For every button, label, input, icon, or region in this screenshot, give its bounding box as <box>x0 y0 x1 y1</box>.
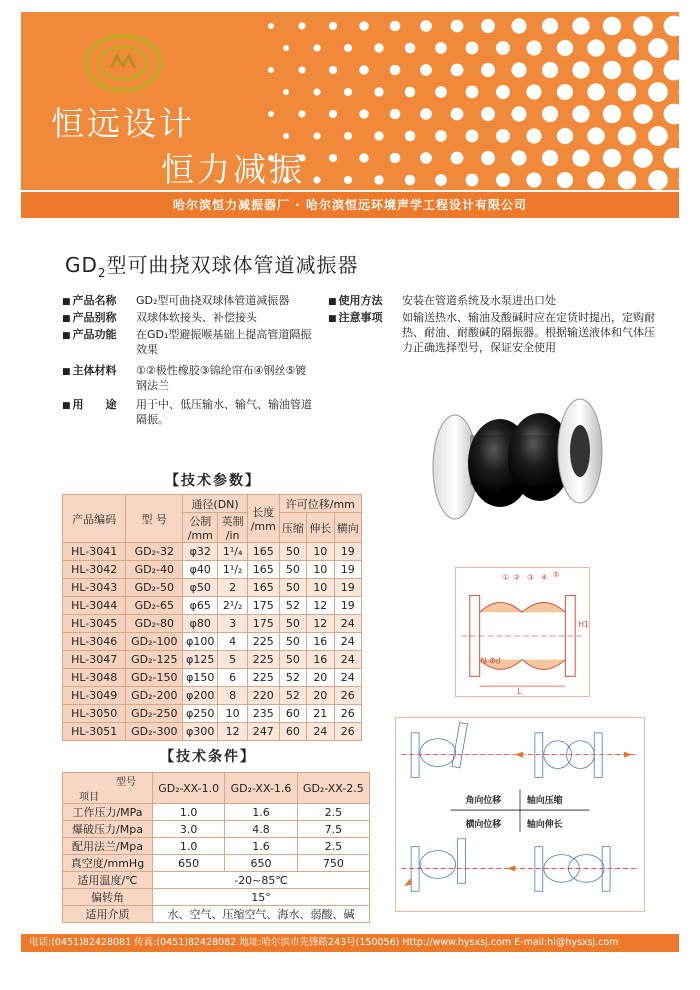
cell-l: 19 <box>334 597 361 615</box>
cell-c: 52 <box>279 669 306 687</box>
company-bar: 哈尔滨恒力减振器厂 · 哈尔滨恒远环境声学工程设计有限公司 <box>21 192 679 218</box>
dot <box>451 64 464 77</box>
dot <box>526 84 541 99</box>
cell-e: 20 <box>307 669 334 687</box>
cell-e: 16 <box>307 651 334 669</box>
dot <box>481 63 495 77</box>
dot <box>329 110 337 118</box>
table-row: 工作压力/MPa 1.0 1.6 2.5 <box>63 804 370 821</box>
col-lateral: 横向 <box>334 513 361 543</box>
dot <box>496 85 510 99</box>
dot <box>283 133 289 139</box>
dot <box>420 152 432 164</box>
cell-len: 220 <box>247 687 279 705</box>
dot <box>329 154 337 162</box>
dot <box>268 23 274 29</box>
dot <box>268 67 274 73</box>
dot <box>344 176 352 184</box>
dot <box>298 110 305 117</box>
spec-function: ■ 产品功能 在GD₁型避振喉基础上提高管道隔振效果 <box>62 327 322 357</box>
dot <box>496 173 510 187</box>
dot <box>344 44 352 52</box>
dim-l: L <box>517 687 522 697</box>
dot <box>511 150 526 165</box>
dot <box>359 21 368 30</box>
dot <box>664 104 679 125</box>
cell-c: 52 <box>279 687 306 705</box>
cond-col-1: GD₂-XX-1.0 <box>153 773 225 804</box>
col-length: 长度 /mm <box>247 495 279 543</box>
cell-inch: 2¹/₂ <box>218 597 248 615</box>
cell-mm: φ50 <box>183 579 218 597</box>
spec-usage: ■ 用 途 用于中、低压输水、输气、输油管道隔振。 <box>62 397 322 427</box>
dot <box>481 19 495 33</box>
dot <box>451 152 464 165</box>
cell-l: 26 <box>334 705 361 723</box>
dot <box>390 65 401 76</box>
cell-c: 50 <box>279 543 306 561</box>
cell-mm: φ125 <box>183 651 218 669</box>
table-row: 配用法兰/Mpa 1.0 1.6 2.5 <box>63 838 370 855</box>
tech-conditions-table <box>62 772 370 923</box>
cell-code: HL-3043 <box>63 579 126 597</box>
dot <box>526 172 541 187</box>
cell-model: GD₂-100 <box>126 633 183 651</box>
col-dn-mm: 公制 /mm <box>183 513 218 543</box>
dot <box>648 38 668 58</box>
dot <box>557 128 573 144</box>
cell-e: 10 <box>307 561 334 579</box>
dot <box>374 175 383 184</box>
dot <box>618 39 637 58</box>
label-lateral-disp: 横向位移 <box>465 819 502 830</box>
col-extend: 伸长 <box>307 513 334 543</box>
cell-c: 60 <box>279 705 306 723</box>
company-logo <box>83 32 163 94</box>
cell-c: 50 <box>279 615 306 633</box>
spec-method: ■ 使用方法 安装在管道系统及水泵进出口处 <box>328 293 668 310</box>
dot <box>587 127 604 144</box>
cell-model: GD₂-250 <box>126 705 183 723</box>
col-compress: 压缩 <box>279 513 306 543</box>
dot <box>405 43 416 54</box>
dot <box>633 148 653 168</box>
dot <box>572 149 589 166</box>
cell-inch: 6 <box>218 669 248 687</box>
table-row <box>63 633 362 651</box>
cell-inch: 8 <box>218 687 248 705</box>
cell-e: 21 <box>307 705 334 723</box>
cell-len: 225 <box>247 633 279 651</box>
product-photo <box>410 395 620 525</box>
dot <box>451 108 464 121</box>
product-title: $GD_2$型可曲挠双球体管道减振器 <box>65 253 359 280</box>
table-row <box>63 615 362 633</box>
dot <box>496 129 510 143</box>
cell-inch: 3 <box>218 615 248 633</box>
col-dn-in: 英制 /in <box>218 513 248 543</box>
table-row: 偏转角 15° <box>63 889 370 906</box>
cell-mm: φ150 <box>183 669 218 687</box>
dot <box>313 44 320 51</box>
dot <box>374 131 383 140</box>
cell-len: 165 <box>247 579 279 597</box>
dot <box>435 130 447 142</box>
cell-mm: φ65 <box>183 597 218 615</box>
dot <box>572 61 589 78</box>
cell-e: 12 <box>307 615 334 633</box>
part-label-1: ① <box>502 572 510 582</box>
dot <box>313 88 320 95</box>
cell-code: HL-3042 <box>63 561 126 579</box>
cell-mm: φ300 <box>183 723 218 741</box>
part-label-5: ⑤ <box>552 569 560 579</box>
cell-model: GD₂-32 <box>126 543 183 561</box>
dot <box>557 172 573 188</box>
dot <box>481 151 495 165</box>
cell-code: HL-3050 <box>63 705 126 723</box>
dot <box>587 171 604 188</box>
dot <box>359 153 368 162</box>
dot <box>618 127 637 146</box>
part-label-4: ④ <box>540 572 548 582</box>
label-angle-disp: 角向位移 <box>465 796 502 807</box>
dot <box>435 42 447 54</box>
cell-l: 26 <box>334 723 361 741</box>
table-row <box>63 723 362 741</box>
cell-e: 12 <box>307 597 334 615</box>
dot <box>420 20 432 32</box>
dot <box>268 111 274 117</box>
cell-inch: 4 <box>218 633 248 651</box>
cell-code: HL-3051 <box>63 723 126 741</box>
cell-code: HL-3046 <box>63 633 126 651</box>
dot <box>603 17 622 36</box>
table-row <box>63 543 362 561</box>
dot <box>587 39 604 56</box>
cell-len: 247 <box>247 723 279 741</box>
dot <box>329 66 337 74</box>
dot <box>526 128 541 143</box>
dot <box>603 105 622 124</box>
cell-len: 175 <box>247 597 279 615</box>
cell-code: HL-3049 <box>63 687 126 705</box>
dot <box>664 148 679 169</box>
dot <box>572 105 589 122</box>
spec-material: ■ 主体材料 ①②极性橡胶③锦纶帘布④钢丝⑤镀钢法兰 <box>62 363 322 393</box>
cell-c: 50 <box>279 561 306 579</box>
table-row: 适用介质 水、空气、压缩空气、海水、弱酸、碱 <box>63 906 370 923</box>
dot <box>344 132 352 140</box>
dot <box>618 171 637 190</box>
dot <box>359 109 368 118</box>
cell-c: 60 <box>279 723 306 741</box>
cell-c: 50 <box>279 579 306 597</box>
table-row <box>63 597 362 615</box>
tech-params-heading: 【技术参数】 <box>165 473 261 489</box>
cell-model: GD₂-300 <box>126 723 183 741</box>
cell-l: 19 <box>334 561 361 579</box>
footer-contact: 电话:(0451)82428081 传真:(0451)82428082 地址:哈尔滨市先锋路243号(150056) Http://www.hysxsj.com E-mail:hl@hysxsj.com <box>21 934 679 952</box>
dot <box>451 20 464 33</box>
table-row <box>63 579 362 597</box>
cell-inch: 1¹/₂ <box>218 561 248 579</box>
col-disp: 许可位移/mm <box>279 495 361 513</box>
cell-c: 50 <box>279 651 306 669</box>
dot <box>664 16 679 37</box>
dot <box>435 86 447 98</box>
spec-notice: ■ 注意事项 如输送热水、输油及酸碱时应在定货时提出，定购耐热、耐油、耐酸碱的隔振器。根据输送液体和气体压力正确选择型号，保证安全使用 <box>328 310 668 355</box>
cell-mm: φ40 <box>183 561 218 579</box>
cell-mm: φ250 <box>183 705 218 723</box>
part-label-2: ② <box>513 572 521 582</box>
dot <box>603 61 622 80</box>
cell-e: 16 <box>307 633 334 651</box>
cell-c: 50 <box>279 633 306 651</box>
table-row: 爆破压力/Mpa 3.0 4.8 7.5 <box>63 821 370 838</box>
cell-len: 175 <box>247 615 279 633</box>
dot <box>648 82 668 102</box>
table-row <box>63 705 362 723</box>
table-row: 适用温度/℃ -20~85℃ <box>63 872 370 889</box>
table-row: 真空度/mmHg 650 650 750 <box>63 855 370 872</box>
label-axial-comp: 轴向压缩 <box>526 796 563 807</box>
cell-code: HL-3041 <box>63 543 126 561</box>
slogan-line-2: 恒力减振 <box>161 150 305 189</box>
dot <box>511 106 526 121</box>
dot <box>374 87 383 96</box>
dot <box>298 66 305 73</box>
dot <box>542 106 558 122</box>
cell-len: 235 <box>247 705 279 723</box>
dot <box>466 86 479 99</box>
dot <box>374 43 383 52</box>
dot <box>435 174 447 186</box>
cell-code: HL-3045 <box>63 615 126 633</box>
dot <box>648 170 668 190</box>
cell-code: HL-3047 <box>63 651 126 669</box>
cell-model: GD₂-150 <box>126 669 183 687</box>
table-row <box>63 669 362 687</box>
cell-l: 19 <box>334 543 361 561</box>
dot <box>587 83 604 100</box>
cell-e: 10 <box>307 543 334 561</box>
label-axial-ext: 轴向伸长 <box>526 819 563 830</box>
cell-e: 20 <box>307 687 334 705</box>
cell-len: 225 <box>247 669 279 687</box>
dot <box>313 176 320 183</box>
col-code: 产品编码 <box>63 495 126 543</box>
dim-h1: H1 <box>578 620 590 630</box>
tech-conditions-heading: 【技术条件】 <box>160 749 256 765</box>
cell-model: GD₂-65 <box>126 597 183 615</box>
dot <box>283 89 289 95</box>
dot <box>557 40 573 56</box>
dot <box>511 18 526 33</box>
cell-model: GD₂-200 <box>126 687 183 705</box>
dot <box>466 42 479 55</box>
part-label-3: ③ <box>526 572 534 582</box>
cell-inch: 5 <box>218 651 248 669</box>
dot <box>633 16 653 36</box>
dot <box>496 41 510 55</box>
dot <box>313 132 320 139</box>
dot <box>511 62 526 77</box>
dot-pattern <box>251 12 679 190</box>
dot <box>542 18 558 34</box>
dot <box>664 60 679 81</box>
cell-model: GD₂-80 <box>126 615 183 633</box>
cond-col-3: GD₂-XX-2.5 <box>297 773 369 804</box>
dot <box>344 88 352 96</box>
header-banner <box>21 12 679 190</box>
dot <box>633 60 653 80</box>
spec-alias: ■ 产品别称 双球体软接头、补偿接头 <box>62 310 322 327</box>
cross-section-diagram <box>455 567 590 697</box>
cond-col-2: GD₂-XX-1.6 <box>225 773 297 804</box>
cell-inch: 10 <box>218 705 248 723</box>
dot <box>466 174 479 187</box>
cell-l: 24 <box>334 615 361 633</box>
dot <box>359 65 368 74</box>
dot <box>542 62 558 78</box>
cell-model: GD₂-50 <box>126 579 183 597</box>
dot <box>390 109 401 120</box>
table-row <box>63 561 362 579</box>
dot <box>633 104 653 124</box>
cell-c: 52 <box>279 597 306 615</box>
dot <box>405 131 416 142</box>
dot <box>618 83 637 102</box>
cell-code: HL-3044 <box>63 597 126 615</box>
dot <box>329 22 337 30</box>
cell-inch: 12 <box>218 723 248 741</box>
cell-e: 24 <box>307 723 334 741</box>
dot <box>283 45 289 51</box>
table-row <box>63 687 362 705</box>
slogan-line-1: 恒远设计 <box>51 104 195 143</box>
displacement-diagram <box>395 717 645 912</box>
cell-len: 165 <box>247 543 279 561</box>
corner-cell: 型号 项目 <box>63 773 153 804</box>
dot <box>648 126 668 146</box>
cell-e: 10 <box>307 579 334 597</box>
col-model: 型 号 <box>126 495 183 543</box>
cell-len: 225 <box>247 651 279 669</box>
cell-l: 19 <box>334 579 361 597</box>
dot <box>405 87 416 98</box>
dim-n: N-Φd <box>480 656 501 666</box>
dot <box>390 153 401 164</box>
cell-mm: φ80 <box>183 615 218 633</box>
cell-mm: φ100 <box>183 633 218 651</box>
cell-l: 24 <box>334 633 361 651</box>
cell-code: HL-3048 <box>63 669 126 687</box>
cell-mm: φ200 <box>183 687 218 705</box>
dot <box>572 17 589 34</box>
dot <box>420 64 432 76</box>
cell-model: GD₂-40 <box>126 561 183 579</box>
cell-len: 165 <box>247 561 279 579</box>
cell-model: GD₂-125 <box>126 651 183 669</box>
dot <box>526 40 541 55</box>
dot <box>298 22 305 29</box>
dot <box>420 108 432 120</box>
dot <box>542 150 558 166</box>
tech-params-table <box>62 494 362 741</box>
table-row <box>63 651 362 669</box>
cell-l: 24 <box>334 669 361 687</box>
dot <box>405 175 416 186</box>
dot <box>390 21 401 32</box>
cell-mm: φ32 <box>183 543 218 561</box>
cell-inch: 2 <box>218 579 248 597</box>
dot <box>481 107 495 121</box>
cell-l: 24 <box>334 651 361 669</box>
dot <box>603 149 622 168</box>
cell-inch: 1¹/₄ <box>218 543 248 561</box>
cell-l: 26 <box>334 687 361 705</box>
col-dn: 通径(DN) <box>183 495 248 513</box>
dot <box>466 130 479 143</box>
spec-name: ■ 产品名称 GD₂型可曲挠双球体管道减振器 <box>62 293 322 310</box>
dot <box>557 84 573 100</box>
